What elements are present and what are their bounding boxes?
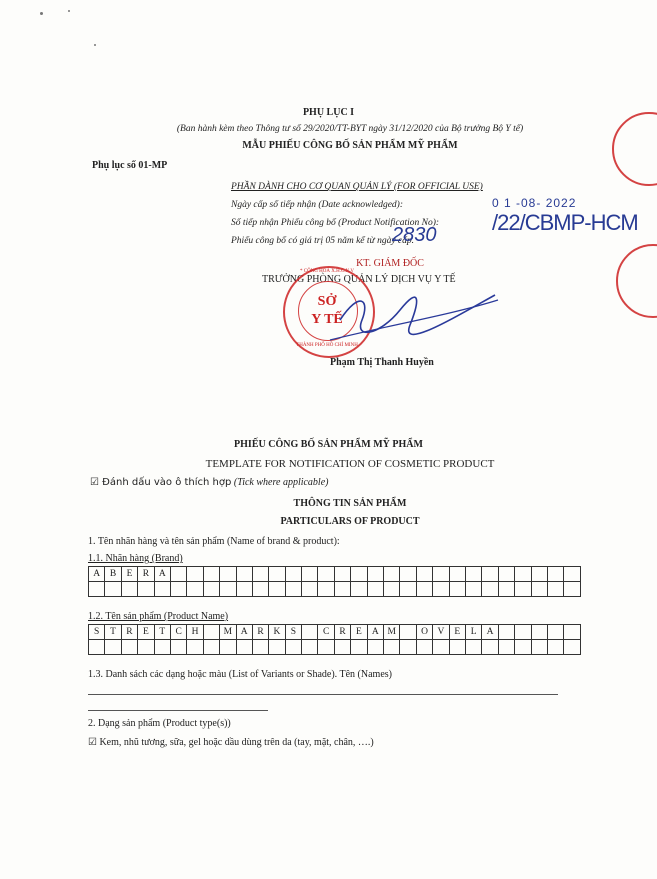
tick-label: ☑ Đánh dấu vào ô thích hợp bbox=[90, 477, 232, 488]
brand-empty-cell bbox=[334, 582, 350, 597]
name-cell bbox=[498, 625, 514, 640]
brand-cell bbox=[498, 567, 514, 582]
brand-empty-cell bbox=[220, 582, 236, 597]
scan-speck bbox=[40, 12, 43, 15]
name-empty-cell bbox=[547, 640, 563, 655]
brand-empty-cell bbox=[515, 582, 531, 597]
name-cell bbox=[400, 625, 416, 640]
product-name-label: 1.2. Tên sản phẩm (Product Name) bbox=[88, 611, 229, 622]
signer-name: Phạm Thị Thanh Huyền bbox=[330, 357, 434, 368]
name-cell: C bbox=[318, 625, 334, 640]
brand-cell bbox=[252, 567, 268, 582]
name-empty-cell bbox=[433, 640, 449, 655]
name-cell: E bbox=[449, 625, 465, 640]
form-title: MẪU PHIẾU CÔNG BỐ SẢN PHẨM MỸ PHẨM bbox=[242, 140, 458, 151]
brand-empty-cell bbox=[351, 582, 367, 597]
brand-label: 1.1. Nhãn hàng (Brand) bbox=[88, 553, 183, 564]
stamp-ring-text: THÀNH PHỐ HỒ CHÍ MINH bbox=[296, 343, 358, 348]
name-cell: T bbox=[105, 625, 121, 640]
name-cell bbox=[515, 625, 531, 640]
name-empty-cell bbox=[138, 640, 154, 655]
signer-title-2: TRƯỞNG PHÒNG QUẢN LÝ DỊCH VỤ Y TẾ bbox=[262, 274, 456, 285]
name-cell: H bbox=[187, 625, 203, 640]
name-cell: S bbox=[89, 625, 105, 640]
name-empty-cell bbox=[351, 640, 367, 655]
brand-cell: E bbox=[121, 567, 137, 582]
notification-title-vi: PHIẾU CÔNG BỐ SẢN PHẨM MỸ PHẨM bbox=[234, 439, 423, 450]
brand-cell bbox=[482, 567, 498, 582]
name-empty-cell bbox=[515, 640, 531, 655]
brand-empty-cell bbox=[269, 582, 285, 597]
brand-cell: R bbox=[138, 567, 154, 582]
brand-cell bbox=[367, 567, 383, 582]
tick-label-en: (Tick where applicable) bbox=[233, 477, 329, 488]
name-cell bbox=[531, 625, 547, 640]
question-2: 2. Dạng sản phẩm (Product type(s)) bbox=[88, 718, 231, 729]
brand-cell bbox=[334, 567, 350, 582]
name-empty-cell bbox=[285, 640, 301, 655]
brand-cell bbox=[449, 567, 465, 582]
name-cell: A bbox=[482, 625, 498, 640]
brand-cell bbox=[433, 567, 449, 582]
name-empty-cell bbox=[367, 640, 383, 655]
name-cell bbox=[564, 625, 580, 640]
brand-cell bbox=[384, 567, 400, 582]
brand-cell bbox=[515, 567, 531, 582]
name-cell: L bbox=[465, 625, 481, 640]
tick-instruction bbox=[90, 477, 328, 488]
scan-speck bbox=[94, 44, 96, 46]
name-cell: R bbox=[252, 625, 268, 640]
brand-empty-cell bbox=[449, 582, 465, 597]
section-title-vi: THÔNG TIN SẢN PHẨM bbox=[293, 498, 407, 509]
brand-empty-cell bbox=[285, 582, 301, 597]
appendix-subtitle: (Ban hành kèm theo Thông tư số 29/2020/TT-BYT ngày 31/12/2020 của Bộ trưởng Bộ Y tế) bbox=[176, 124, 524, 134]
brand-cell: A bbox=[154, 567, 170, 582]
brand-cell bbox=[170, 567, 186, 582]
name-cell bbox=[302, 625, 318, 640]
brand-empty-cell bbox=[154, 582, 170, 597]
brand-cell: B bbox=[105, 567, 121, 582]
name-cell: E bbox=[351, 625, 367, 640]
name-empty-cell bbox=[154, 640, 170, 655]
name-empty-cell bbox=[531, 640, 547, 655]
brand-cell bbox=[285, 567, 301, 582]
name-empty-cell bbox=[564, 640, 580, 655]
official-use-heading: PHẦN DÀNH CHO CƠ QUAN QUẢN LÝ (FOR OFFICIAL USE) bbox=[231, 182, 483, 192]
name-empty-cell bbox=[236, 640, 252, 655]
brand-empty-cell bbox=[564, 582, 580, 597]
signature bbox=[300, 280, 500, 350]
brand-empty-cell bbox=[105, 582, 121, 597]
brand-cell bbox=[400, 567, 416, 582]
name-cell: A bbox=[367, 625, 383, 640]
brand-empty-cell bbox=[547, 582, 563, 597]
brand-empty-cell bbox=[416, 582, 432, 597]
name-empty-cell bbox=[498, 640, 514, 655]
name-empty-cell bbox=[252, 640, 268, 655]
notification-number-handwritten: 2830 bbox=[392, 224, 437, 246]
product-name-grid bbox=[88, 624, 581, 655]
name-cell: R bbox=[121, 625, 137, 640]
name-cell: R bbox=[334, 625, 350, 640]
brand-empty-cell bbox=[318, 582, 334, 597]
appendix-title: PHỤ LỤC I bbox=[302, 107, 355, 118]
section-title-en: PARTICULARS OF PRODUCT bbox=[280, 516, 420, 527]
brand-cell bbox=[465, 567, 481, 582]
brand-empty-cell bbox=[465, 582, 481, 597]
brand-empty-cell bbox=[170, 582, 186, 597]
brand-empty-cell bbox=[367, 582, 383, 597]
brand-cell bbox=[318, 567, 334, 582]
name-empty-cell bbox=[121, 640, 137, 655]
brand-empty-cell bbox=[384, 582, 400, 597]
name-cell: E bbox=[138, 625, 154, 640]
name-empty-cell bbox=[416, 640, 432, 655]
name-empty-cell bbox=[105, 640, 121, 655]
name-empty-cell bbox=[400, 640, 416, 655]
name-cell: T bbox=[154, 625, 170, 640]
date-acknowledged-value: 0 1 -08- 2022 bbox=[492, 196, 577, 210]
appendix-number: Phụ lục số 01-MP bbox=[92, 160, 168, 171]
brand-cell bbox=[564, 567, 580, 582]
brand-empty-cell bbox=[138, 582, 154, 597]
stamp-ring-text-top: * CÔNG HOÀ X.H.C.N.V bbox=[299, 269, 355, 274]
name-empty-cell bbox=[220, 640, 236, 655]
brand-cell bbox=[416, 567, 432, 582]
name-empty-cell bbox=[89, 640, 105, 655]
question-1: 1. Tên nhãn hàng và tên sản phẩm (Name of brand & product): bbox=[88, 536, 340, 547]
name-empty-cell bbox=[269, 640, 285, 655]
brand-cell bbox=[203, 567, 219, 582]
brand-empty-cell bbox=[252, 582, 268, 597]
name-cell: V bbox=[433, 625, 449, 640]
brand-empty-cell bbox=[187, 582, 203, 597]
brand-empty-cell bbox=[302, 582, 318, 597]
name-empty-cell bbox=[384, 640, 400, 655]
name-cell: C bbox=[170, 625, 186, 640]
brand-empty-cell bbox=[400, 582, 416, 597]
brand-cell bbox=[269, 567, 285, 582]
brand-cell bbox=[236, 567, 252, 582]
partial-stamp-bottom bbox=[616, 244, 657, 318]
name-cell: K bbox=[269, 625, 285, 640]
name-empty-cell bbox=[482, 640, 498, 655]
name-empty-cell bbox=[203, 640, 219, 655]
variants-label: 1.3. Danh sách các dạng hoặc màu (List of Variants or Shade). Tên (Names) bbox=[88, 669, 392, 680]
variants-line bbox=[88, 694, 558, 695]
date-acknowledged-label: Ngày cấp số tiếp nhận (Date acknowledged): bbox=[231, 200, 404, 210]
brand-cell bbox=[351, 567, 367, 582]
name-empty-cell bbox=[449, 640, 465, 655]
name-cell bbox=[547, 625, 563, 640]
brand-cell bbox=[220, 567, 236, 582]
notification-number-suffix: /22/CBMP-HCM bbox=[492, 210, 638, 235]
name-empty-cell bbox=[302, 640, 318, 655]
brand-cell bbox=[547, 567, 563, 582]
name-empty-cell bbox=[334, 640, 350, 655]
brand-empty-cell bbox=[433, 582, 449, 597]
scan-speck bbox=[68, 10, 70, 12]
name-cell bbox=[203, 625, 219, 640]
brand-cell bbox=[531, 567, 547, 582]
name-cell: O bbox=[416, 625, 432, 640]
brand-empty-cell bbox=[482, 582, 498, 597]
name-empty-cell bbox=[318, 640, 334, 655]
brand-empty-cell bbox=[531, 582, 547, 597]
name-empty-cell bbox=[170, 640, 186, 655]
brand-grid bbox=[88, 566, 581, 597]
product-type-checked: ☑ Kem, nhũ tương, sữa, gel hoặc dầu dùng trên da (tay, mặt, chân, ….) bbox=[88, 737, 374, 748]
name-cell: M bbox=[220, 625, 236, 640]
validity-note: Phiếu công bố có giá trị 05 năm kể từ ngày cấp. bbox=[231, 236, 415, 246]
brand-empty-cell bbox=[121, 582, 137, 597]
name-cell: S bbox=[285, 625, 301, 640]
brand-empty-cell bbox=[89, 582, 105, 597]
brand-cell bbox=[187, 567, 203, 582]
notification-number-label: Số tiếp nhận Phiếu công bố (Product Notification No): bbox=[231, 218, 440, 228]
signer-title-1: KT. GIÁM ĐỐC bbox=[356, 258, 424, 269]
notification-title-en: TEMPLATE FOR NOTIFICATION OF COSMETIC PRODUCT bbox=[205, 458, 495, 470]
name-empty-cell bbox=[465, 640, 481, 655]
name-cell: M bbox=[384, 625, 400, 640]
variants-line-short bbox=[88, 710, 268, 711]
name-empty-cell bbox=[187, 640, 203, 655]
name-cell: A bbox=[236, 625, 252, 640]
brand-empty-cell bbox=[236, 582, 252, 597]
brand-empty-cell bbox=[203, 582, 219, 597]
stamp-text-so: SỞ bbox=[317, 294, 337, 309]
brand-empty-cell bbox=[498, 582, 514, 597]
brand-cell bbox=[302, 567, 318, 582]
brand-cell: A bbox=[89, 567, 105, 582]
stamp-text-yte: Y TẾ bbox=[311, 312, 343, 327]
